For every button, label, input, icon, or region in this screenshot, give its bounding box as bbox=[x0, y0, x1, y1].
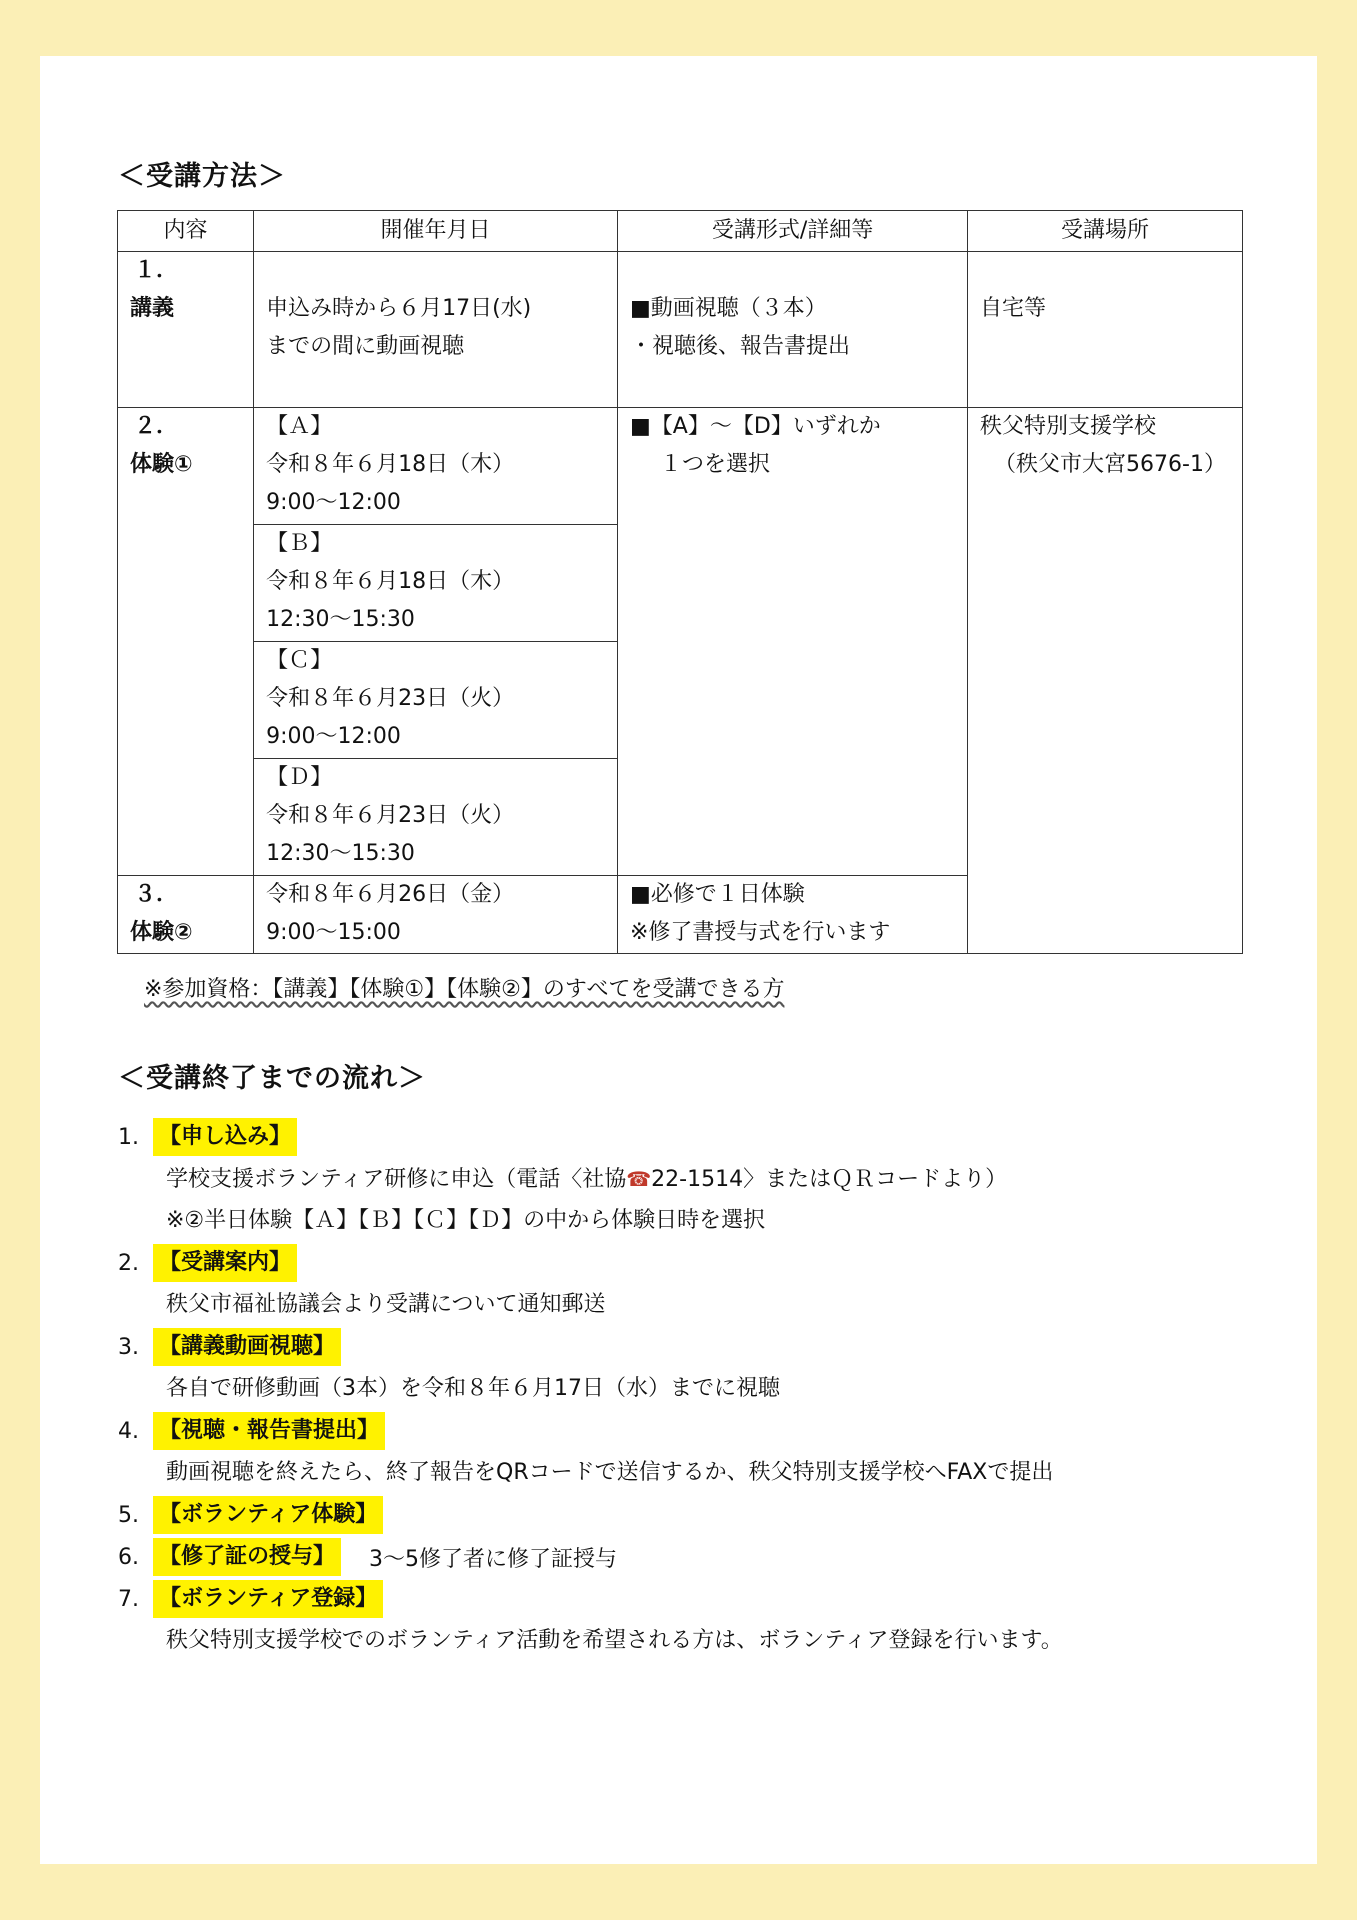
header-date: 開催年月日 bbox=[254, 211, 618, 252]
session-c-time: 9:00～12:00 bbox=[266, 724, 401, 749]
row3-date-line: 9:00～15:00 bbox=[266, 920, 401, 945]
flow-step bbox=[118, 1578, 1308, 1620]
table-header-row bbox=[118, 211, 1243, 252]
session-b-label: 【Ｂ】 bbox=[266, 531, 333, 556]
step-description-part: 学校支援ボランティア研修に申込（電話〈社協 bbox=[166, 1167, 627, 1192]
section-title-method: ＜受講方法＞ bbox=[118, 161, 286, 192]
row1-format-cell bbox=[618, 252, 968, 408]
step-title: 【申し込み】 bbox=[153, 1118, 297, 1156]
row2-format-line: ■【A】～【D】いずれか bbox=[630, 414, 881, 439]
session-b-date: 令和８年６月18日（木） bbox=[266, 569, 515, 594]
header-place: 受講場所 bbox=[968, 211, 1243, 252]
row2-place-line: （秩父市大宮5676-1） bbox=[994, 452, 1226, 477]
session-c-label: 【Ｃ】 bbox=[266, 648, 333, 673]
row3-date-line: 令和８年６月26日（金） bbox=[266, 882, 515, 907]
session-c-date: 令和８年６月23日（火） bbox=[266, 686, 515, 711]
header-content: 内容 bbox=[118, 211, 254, 252]
session-b-time: 12:30～15:30 bbox=[266, 607, 415, 632]
row3-date-cell bbox=[254, 876, 618, 954]
eligibility-note: ※参加資格：【講義】【体験①】【体験②】のすべてを受講できる方 bbox=[144, 977, 785, 1002]
flow-step bbox=[118, 1494, 1308, 1536]
row1-format-line: ・視聴後、報告書提出 bbox=[630, 334, 851, 359]
row3-number: ３． bbox=[134, 882, 179, 907]
table-row bbox=[118, 252, 1243, 408]
step-description: 秩父特別支援学校でのボランティア活動を希望される方は、ボランティア登録を行います。 bbox=[166, 1628, 1063, 1653]
row3-content-cell bbox=[118, 876, 254, 954]
row3-format-line: ■必修で１日体験 bbox=[630, 882, 805, 907]
step-number: 5. bbox=[118, 1502, 139, 1528]
step-description bbox=[118, 1158, 1308, 1200]
step-description-part: 22-1514〉またはＱＲコードより） bbox=[651, 1167, 1008, 1192]
row2-format-cell bbox=[618, 408, 968, 876]
session-d-cell bbox=[254, 759, 618, 876]
row1-date-line: までの間に動画視聴 bbox=[266, 334, 465, 359]
step-title: 【講義動画視聴】 bbox=[153, 1328, 341, 1366]
table-row bbox=[118, 408, 1243, 525]
row3-format-cell bbox=[618, 876, 968, 954]
row2-format-line: １つを選択 bbox=[660, 452, 771, 477]
row2-content-cell bbox=[118, 408, 254, 876]
row1-number: １． bbox=[134, 258, 179, 283]
session-a-date: 令和８年６月18日（木） bbox=[266, 452, 515, 477]
flow-step bbox=[118, 1536, 1308, 1578]
step-title: 【修了証の授与】 bbox=[153, 1538, 341, 1576]
step-title: 【ボランティア登録】 bbox=[153, 1580, 383, 1618]
step-title: 【受講案内】 bbox=[153, 1244, 297, 1282]
step-description: 各自で研修動画（3本）を令和８年６月17日（水）までに視聴 bbox=[166, 1376, 780, 1401]
row2-category: 体験① bbox=[130, 452, 193, 477]
document-page bbox=[40, 56, 1317, 1864]
step-number: 4. bbox=[118, 1418, 139, 1444]
row1-place-cell bbox=[968, 252, 1243, 408]
step-description: ※②半日体験【Ａ】【Ｂ】【Ｃ】【Ｄ】の中から体験日時を選択 bbox=[166, 1208, 766, 1233]
step-number: 6. bbox=[118, 1544, 139, 1570]
session-d-date: 令和８年６月23日（火） bbox=[266, 803, 515, 828]
flow-list bbox=[118, 1116, 1308, 1662]
header-format: 受講形式/詳細等 bbox=[618, 211, 968, 252]
session-a-time: 9:00～12:00 bbox=[266, 490, 401, 515]
step-title: 【視聴・報告書提出】 bbox=[153, 1412, 385, 1450]
schedule-table bbox=[117, 210, 1243, 954]
row3-format-line: ※修了書授与式を行います bbox=[630, 920, 891, 945]
step-title: 【ボランティア体験】 bbox=[153, 1496, 383, 1534]
step-inline-description: 3～5修了者に修了証授与 bbox=[369, 1546, 618, 1572]
row1-content-cell bbox=[118, 252, 254, 408]
row1-category: 講義 bbox=[130, 296, 175, 321]
telephone-icon: ☎ bbox=[626, 1167, 652, 1191]
flow-step bbox=[118, 1116, 1308, 1158]
row2-number: ２． bbox=[134, 414, 179, 439]
step-number: 2. bbox=[118, 1250, 139, 1276]
step-description: 秩父市福祉協議会より受講について通知郵送 bbox=[166, 1292, 606, 1317]
step-number: 1. bbox=[118, 1124, 139, 1150]
row1-date-line: 申込み時から６月17日(水) bbox=[266, 296, 532, 321]
row1-format-line: ■動画視聴（３本） bbox=[630, 296, 827, 321]
row3-category: 体験② bbox=[130, 920, 193, 945]
row1-date-cell bbox=[254, 252, 618, 408]
row2-place-line: 秩父特別支援学校 bbox=[980, 414, 1157, 439]
row1-place: 自宅等 bbox=[980, 296, 1047, 321]
session-d-time: 12:30～15:30 bbox=[266, 841, 415, 866]
flow-step bbox=[118, 1242, 1308, 1284]
session-a-label: 【Ａ】 bbox=[266, 414, 333, 439]
flow-step bbox=[118, 1326, 1308, 1368]
session-a-cell bbox=[254, 408, 618, 525]
row2-place-cell bbox=[968, 408, 1243, 954]
session-d-label: 【Ｄ】 bbox=[266, 765, 333, 790]
flow-step bbox=[118, 1410, 1308, 1452]
step-number: 3. bbox=[118, 1334, 139, 1360]
step-number: 7. bbox=[118, 1586, 139, 1612]
step-description: 動画視聴を終えたら、終了報告をQRコードで送信するか、秩父特別支援学校へFAXで提出 bbox=[166, 1460, 1054, 1485]
session-b-cell bbox=[254, 525, 618, 642]
session-c-cell bbox=[254, 642, 618, 759]
section-title-flow: ＜受講終了までの流れ＞ bbox=[118, 1063, 426, 1094]
